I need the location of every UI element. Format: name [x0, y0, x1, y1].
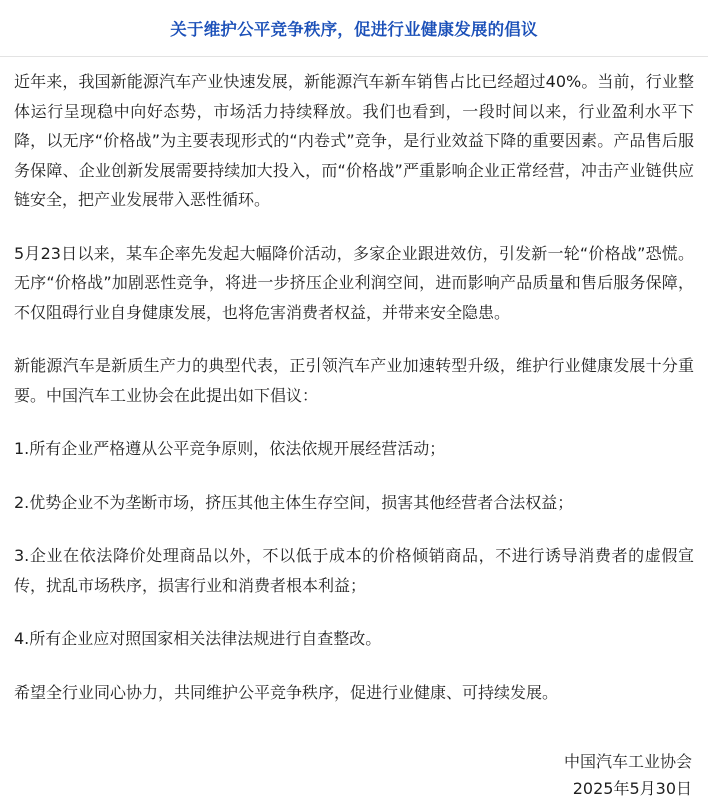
- paragraph-closing: 希望全行业同心协力，共同维护公平竞争秩序，促进行业健康、可持续发展。: [14, 682, 559, 702]
- paragraph-proposal-intro: 新能源汽车是新质生产力的典型代表，正引领汽车产业加速转型升级，维护行业健康发展十分重要。中国汽车工业协会在此提出如下倡议：: [14, 356, 694, 405]
- proposal-item-2: 2.优势企业不为垄断市场，挤压其他主体生存空间，损害其他经营者合法权益；: [14, 492, 574, 512]
- signature-organization: 中国汽车工业协会: [563, 752, 692, 771]
- document-header: [0, 0, 708, 57]
- document-title: 关于维护公平竞争秩序，促进行业健康发展的倡议: [170, 20, 538, 39]
- proposal-item-1: 1.所有企业严格遵从公平竞争原则，依法依规开展经营活动；: [14, 439, 446, 458]
- proposal-item-4: 4.所有企业应对照国家相关法律法规进行自查整改。: [14, 629, 382, 648]
- paragraph-intro: 近年来，我国新能源汽车产业快速发展，新能源汽车新车销售占比已经超过40%。当前，行业整体运行呈现稳中向好态势，市场活力持续释放。我们也看到，一段时间以来，行业盈利水平下降，以无序“价格战”为主要表现形式的“内卷式”竞争，是行业效益下降的重要因素。产品售后服务保障、企业创新发展需要持续加大投入，而“价格战”严重影响企业正常经营，冲击产业链供应链安全，把产业发展带入恶性循环。: [14, 72, 694, 209]
- document-body: [14, 57, 694, 707]
- paragraph-price-war: 5月23日以来，某车企率先发起大幅降价活动，多家企业跟进效仿，引发新一轮“价格战”恐慌。无序“价格战”加剧恶性竞争，将进一步挤压企业利润空间，进而影响产品质量和售后服务保障，不仅阻碍行业自身健康发展，也将危害消费者权益，并带来安全隐患。: [14, 243, 694, 322]
- signature-date: 2025年5月30日: [572, 779, 692, 798]
- signature-block: [564, 748, 692, 802]
- proposal-item-3: 3.企业在依法降价处理商品以外，不以低于成本的价格倾销商品，不进行诱导消费者的虚假宣传，扰乱市场秩序，损害行业和消费者根本利益；: [14, 546, 694, 595]
